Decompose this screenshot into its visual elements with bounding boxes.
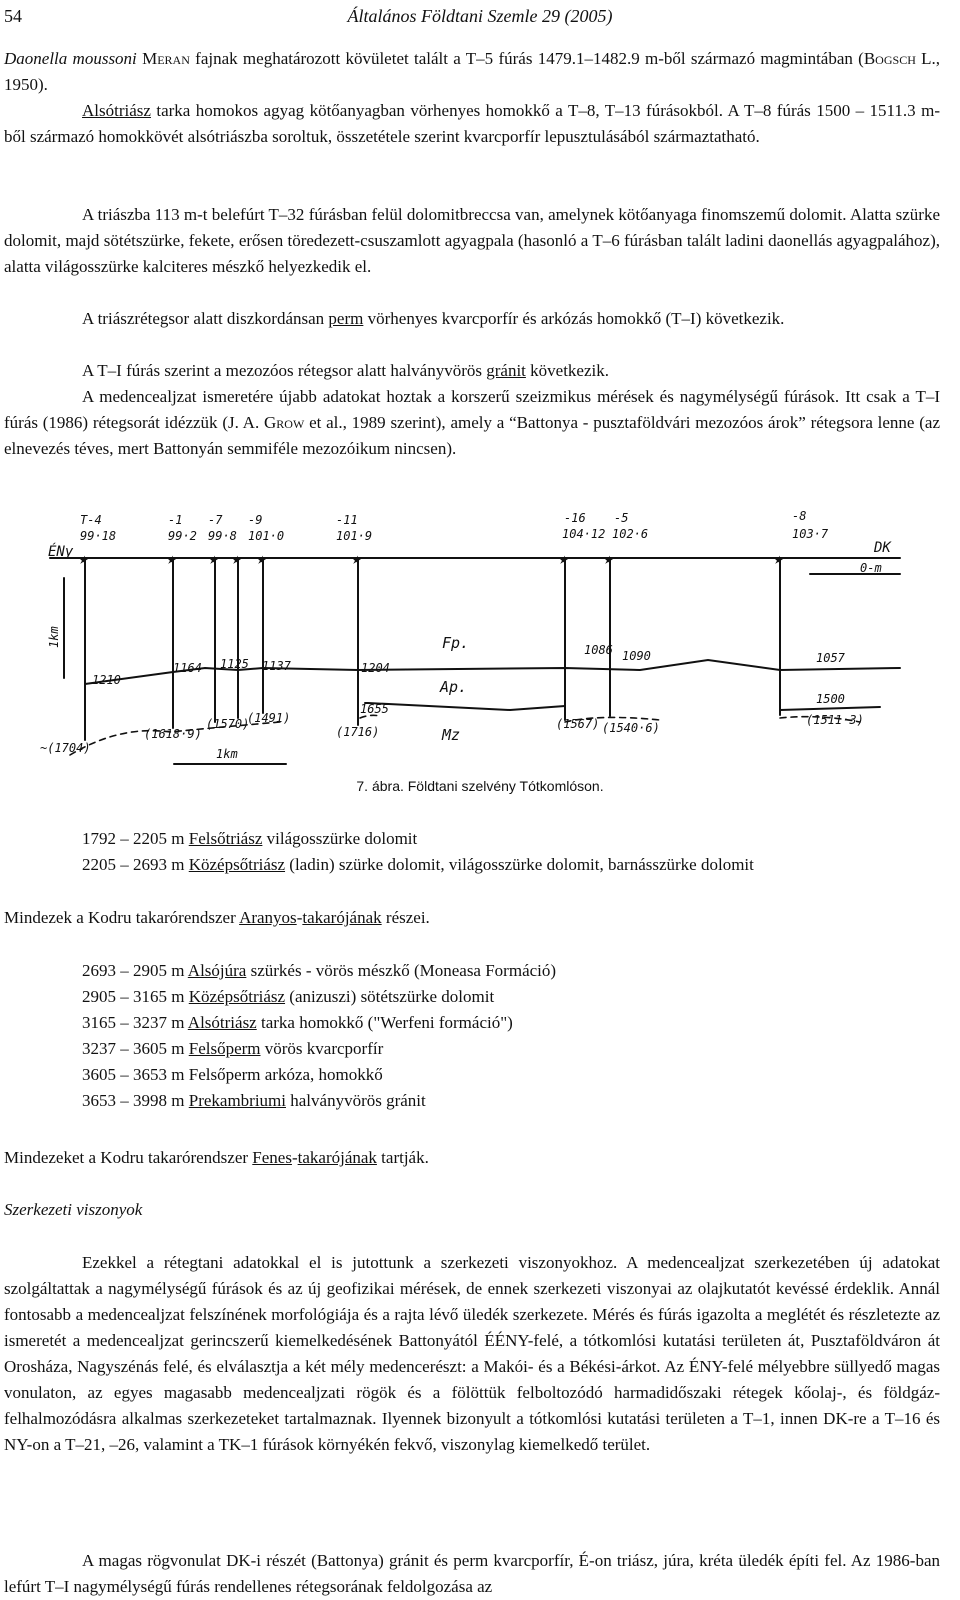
depth-range: 2693 – 2905 m — [82, 961, 188, 980]
paragraph-text: Mindezek a Kodru takarórendszer — [4, 908, 240, 927]
stratigraphic-unit: Alsójúra — [187, 961, 247, 980]
depth-range: 3237 – 3605 m — [82, 1039, 189, 1058]
well-name: T-4 — [80, 513, 102, 527]
paragraph-text: fajnak meghatározott kövületet talált a T–5 fúrás 1479.1–1482.9 m-ből származó magmintában ( — [189, 49, 864, 68]
linked-term: gránit — [486, 361, 526, 380]
depth-label: 1090 — [622, 649, 651, 663]
depth-label: 1204 — [361, 661, 390, 675]
bottom-depth-label: (1567) — [556, 717, 600, 731]
depth-range: 2205 – 2693 m — [82, 855, 189, 874]
stratigraphy-table-1 — [82, 826, 754, 878]
linked-term: Alsótriász — [82, 101, 151, 120]
cross-section-drawing — [40, 500, 940, 780]
bottom-depth-label: (1511·3) — [806, 713, 864, 727]
hyphen: - — [296, 908, 303, 927]
well-elevation: 101·9 — [336, 529, 373, 543]
lithology: halványvörös gránit — [286, 1091, 426, 1110]
bottom-depth-label: (1716) — [336, 725, 380, 739]
journal-title: Általános Földtani Szemle 29 (2005) — [347, 6, 613, 26]
citation-author: Grow — [264, 413, 305, 432]
well-name: -16 — [564, 511, 586, 525]
bottom-depth-label: ~(1704) — [40, 741, 91, 755]
lithology: világosszürke dolomit — [262, 829, 418, 848]
paragraph-szerkezet: Ezekkel a rétegtani adatokkal el is jutottunk a szerkezeti viszonyokhoz. A medencealjzat szerkezetében új adatokat szolgáltattak a nagymélységű fúrások és az új geofizikai mérések, de ennek szerkezeti viszonyai az olajkutatót kevéssé érdeklik. Annál fontosabb a medencealjzat felszínének morfológiája és a rajta lévő üledék szerkezete. Mérés és fúrás igazolta a meglétét és részletezte az ismeretét a medencealjzat gerincszerű kiemelkedésének Battonyától ÉÉNY-felé, a tótkomlósi kutatási területen át, Pusztaföldváron át Orosháza, Nagyszénás felé, és elválasztja a két mély medencerészt: a Makói- és a Békési-árkot. Az ÉNY-felé mélyebbre süllyedő magas vonulaton, az egyes magasabb medencealjzati rögök és a fölöttük felboltozódó harmadidőszaki rétegek kőolaj-, és földgáz- felhalmozódásra alkalmas szerkezeteket tartalmaznak. Ilyennek bizonyult a tótkomlósi kutatási területen a T–1, innen DK-re a T–16 és NY-on a T–21, –26, valamint a TK–1 fúrások környékén fekvő, viszonylag kiemelkedő terület. — [4, 1253, 940, 1454]
bottom-depth-label: (1618·9) — [144, 727, 202, 741]
well-star: ★ — [256, 549, 266, 568]
right-direction-label: DK — [874, 540, 891, 556]
stratigraphic-unit: Felsőperm — [188, 1039, 261, 1058]
depth-range: 3165 – 3237 m — [82, 1013, 188, 1032]
depth-label: 1500 — [816, 692, 845, 706]
stratigraphy-row — [82, 826, 754, 852]
paragraph-aranyos — [4, 905, 940, 931]
page-header — [0, 6, 960, 32]
paragraph-text: tartják. — [376, 1148, 429, 1167]
lithology: szürkés - vörös mészkő (Moneasa Formáció) — [246, 961, 557, 980]
stratigraphic-unit: Középsőtriász — [188, 987, 286, 1006]
paragraph-rogvonulat: A magas rögvonulat DK-i részét (Battonya) gránit és perm kvarcporfír, É-on triász, júra, kréta üledék építi fel. Az 1986-ban lefúrt T–I nagymélységű fúrás rendellenes rétegsorának feldolgozása az — [4, 1551, 940, 1596]
well-star: ★ — [231, 549, 241, 568]
lithology: Felsőperm arkóza, homokkő — [188, 1065, 383, 1084]
paragraph-text: részei. — [381, 908, 430, 927]
stratigraphic-unit: Középsőtriász — [188, 855, 286, 874]
stratigraphy-row — [82, 958, 556, 984]
depth-label: 1137 — [262, 659, 291, 673]
taxon-name: Daonella moussoni — [4, 49, 137, 68]
stratigraphy-row — [82, 1010, 556, 1036]
well-star: ★ — [558, 549, 568, 568]
depth-label: 1057 — [816, 651, 845, 665]
well-elevation: 99·18 — [80, 529, 117, 543]
nappe-name: Fenes — [252, 1148, 292, 1167]
stratigraphy-row — [82, 852, 754, 878]
well-star: ★ — [208, 549, 218, 568]
depth-label: 1086 — [584, 643, 613, 657]
stratigraphy-row — [82, 1036, 556, 1062]
depth-range: 2905 – 3165 m — [82, 987, 189, 1006]
stratigraphic-unit: Alsótriász — [187, 1013, 257, 1032]
paragraph-perm — [4, 306, 940, 332]
well-elevation: 101·0 — [248, 529, 285, 543]
well-name: -7 — [208, 513, 223, 527]
nappe-word: takarójának — [302, 908, 382, 927]
paragraph-t32 — [4, 202, 940, 280]
paragraph-text: tarka homokos agyag kötőanyagban vörhenyes homokkő a T–8, T–13 fúrásokból. A T–8 fúrás 1500 – 1511.3 m-ből származó homokkövét alsótriászba soroltuk, összetétele szerint kvarcporfír lepusztulásából származtatható. — [4, 101, 940, 146]
paragraph-text: vörhenyes kvarcporfír és arkózás homokkő (T–I) következik. — [363, 309, 785, 328]
depth-label: 1125 — [220, 657, 249, 671]
nappe-word: takarójának — [297, 1148, 377, 1167]
nappe-name: Aranyos — [239, 908, 297, 927]
bottom-depth-label: (1491) — [247, 711, 291, 725]
unit-label: Ap. — [440, 678, 468, 696]
well-name: -11 — [336, 513, 358, 527]
paragraph-text: Mindezeket a Kodru takarórendszer — [4, 1148, 253, 1167]
bottom-depth-label: (1570) — [206, 717, 250, 731]
paragraph-daonella — [4, 46, 940, 98]
bottom-depth-label: (1540·6) — [602, 721, 660, 735]
figure-caption: 7. ábra. Földtani szelvény Tótkomlóson. — [356, 778, 604, 794]
geological-section-figure — [40, 500, 940, 780]
depth-label: 1164 — [173, 661, 202, 675]
paragraph-text: következik. — [525, 361, 609, 380]
zero-label: 0-m — [860, 561, 882, 575]
well-star: ★ — [78, 549, 88, 568]
stratigraphic-unit: Prekambriumi — [188, 1091, 286, 1110]
author-name: Meran — [142, 49, 190, 68]
paragraph-text: A triászrétegsor alatt diszkordánsan — [82, 309, 329, 328]
well-star: ★ — [773, 549, 783, 568]
lithology: tarka homokkő ("Werfeni formáció") — [256, 1013, 513, 1032]
citation-author: Bogsch — [863, 49, 916, 68]
linked-term: perm — [328, 309, 364, 328]
stratigraphy-row — [82, 984, 556, 1010]
lithology: (anizuszi) sötétszürke dolomit — [285, 987, 495, 1006]
depth-range: 3605 – 3653 m — [82, 1065, 189, 1084]
left-direction-label: ÉNy — [48, 544, 74, 560]
paragraph-text: et al., 1989 szerint), amely a “Battonya - pusztaföldvári mezozóos árok” rétegsora lenne (az elnevezés téves, mert Battonyán semmiféle mezozóikum nincsen). — [4, 413, 940, 458]
well-name: -8 — [792, 509, 807, 523]
paragraph-text: A medencealjzat ismeretére újabb adatokat hoztak a korszerű szeizmikus mérések és nagymélységű fúrások. Itt csak a T–I fúrás (1986) rétegsorát idézzük (J. A. — [4, 387, 940, 432]
section-title: Szerkezeti viszonyok — [4, 1200, 143, 1219]
paragraph-text: A triászba 113 m-t belefúrt T–32 fúrásban felül dolomitbreccsa van, amelynek kötőanyaga finomszemű dolomit. Alatta szürke dolomit, majd sötétszürke, fekete, erősen töredezett-csuszamlott agyagpala (hasonló a T–6 fúrásban talált ladini daonellás agyagpalához), alatta világosszürke kalciteres mészkő helyezkedik el. — [4, 205, 940, 276]
mz-boundary — [365, 703, 880, 710]
well-name: -5 — [614, 511, 629, 525]
well-elevation: 103·7 — [792, 527, 829, 541]
fp-ap-boundary — [85, 660, 900, 684]
unit-label: Fp. — [442, 634, 470, 652]
paragraph-fenes — [4, 1145, 940, 1171]
depth-label: 1210 — [92, 673, 121, 687]
depth-range: 3653 – 3998 m — [82, 1091, 189, 1110]
stratigraphy-row — [82, 1062, 556, 1088]
page-number: 54 — [4, 6, 22, 26]
horizontal-scale-label: 1km — [216, 747, 238, 761]
paragraph-alsotriasz — [4, 98, 940, 150]
well-elevation: 102·6 — [612, 527, 649, 541]
lithology: (ladin) szürke dolomit, világosszürke dolomit, barnásszürke dolomit — [285, 855, 754, 874]
vertical-scale-label: 1km — [47, 626, 61, 648]
paragraph-medencealjzat — [4, 384, 940, 462]
stratigraphy-table-2 — [82, 958, 556, 1114]
well-star: ★ — [351, 549, 361, 568]
well-elevation: 104·12 — [562, 527, 606, 541]
stratigraphy-row — [82, 1088, 556, 1114]
stratigraphic-unit: Felsőtriász — [188, 829, 263, 848]
well-name: -9 — [248, 513, 263, 527]
well-elevation: 99·8 — [208, 529, 237, 543]
well-name: -1 — [168, 513, 183, 527]
well-star: ★ — [166, 549, 176, 568]
paragraph-text: A T–I fúrás szerint a mezozóos rétegsor alatt halványvörös — [82, 361, 487, 380]
unit-label: Mz — [442, 726, 461, 744]
depth-label: 1655 — [360, 702, 389, 716]
lithology: vörös kvarcporfír — [260, 1039, 384, 1058]
well-star: ★ — [603, 549, 613, 568]
paragraph-granit — [4, 358, 940, 384]
citation-rest: L., 1950). — [4, 49, 941, 94]
hyphen: - — [291, 1148, 298, 1167]
depth-range: 1792 – 2205 m — [82, 829, 189, 848]
well-elevation: 99·2 — [168, 529, 197, 543]
